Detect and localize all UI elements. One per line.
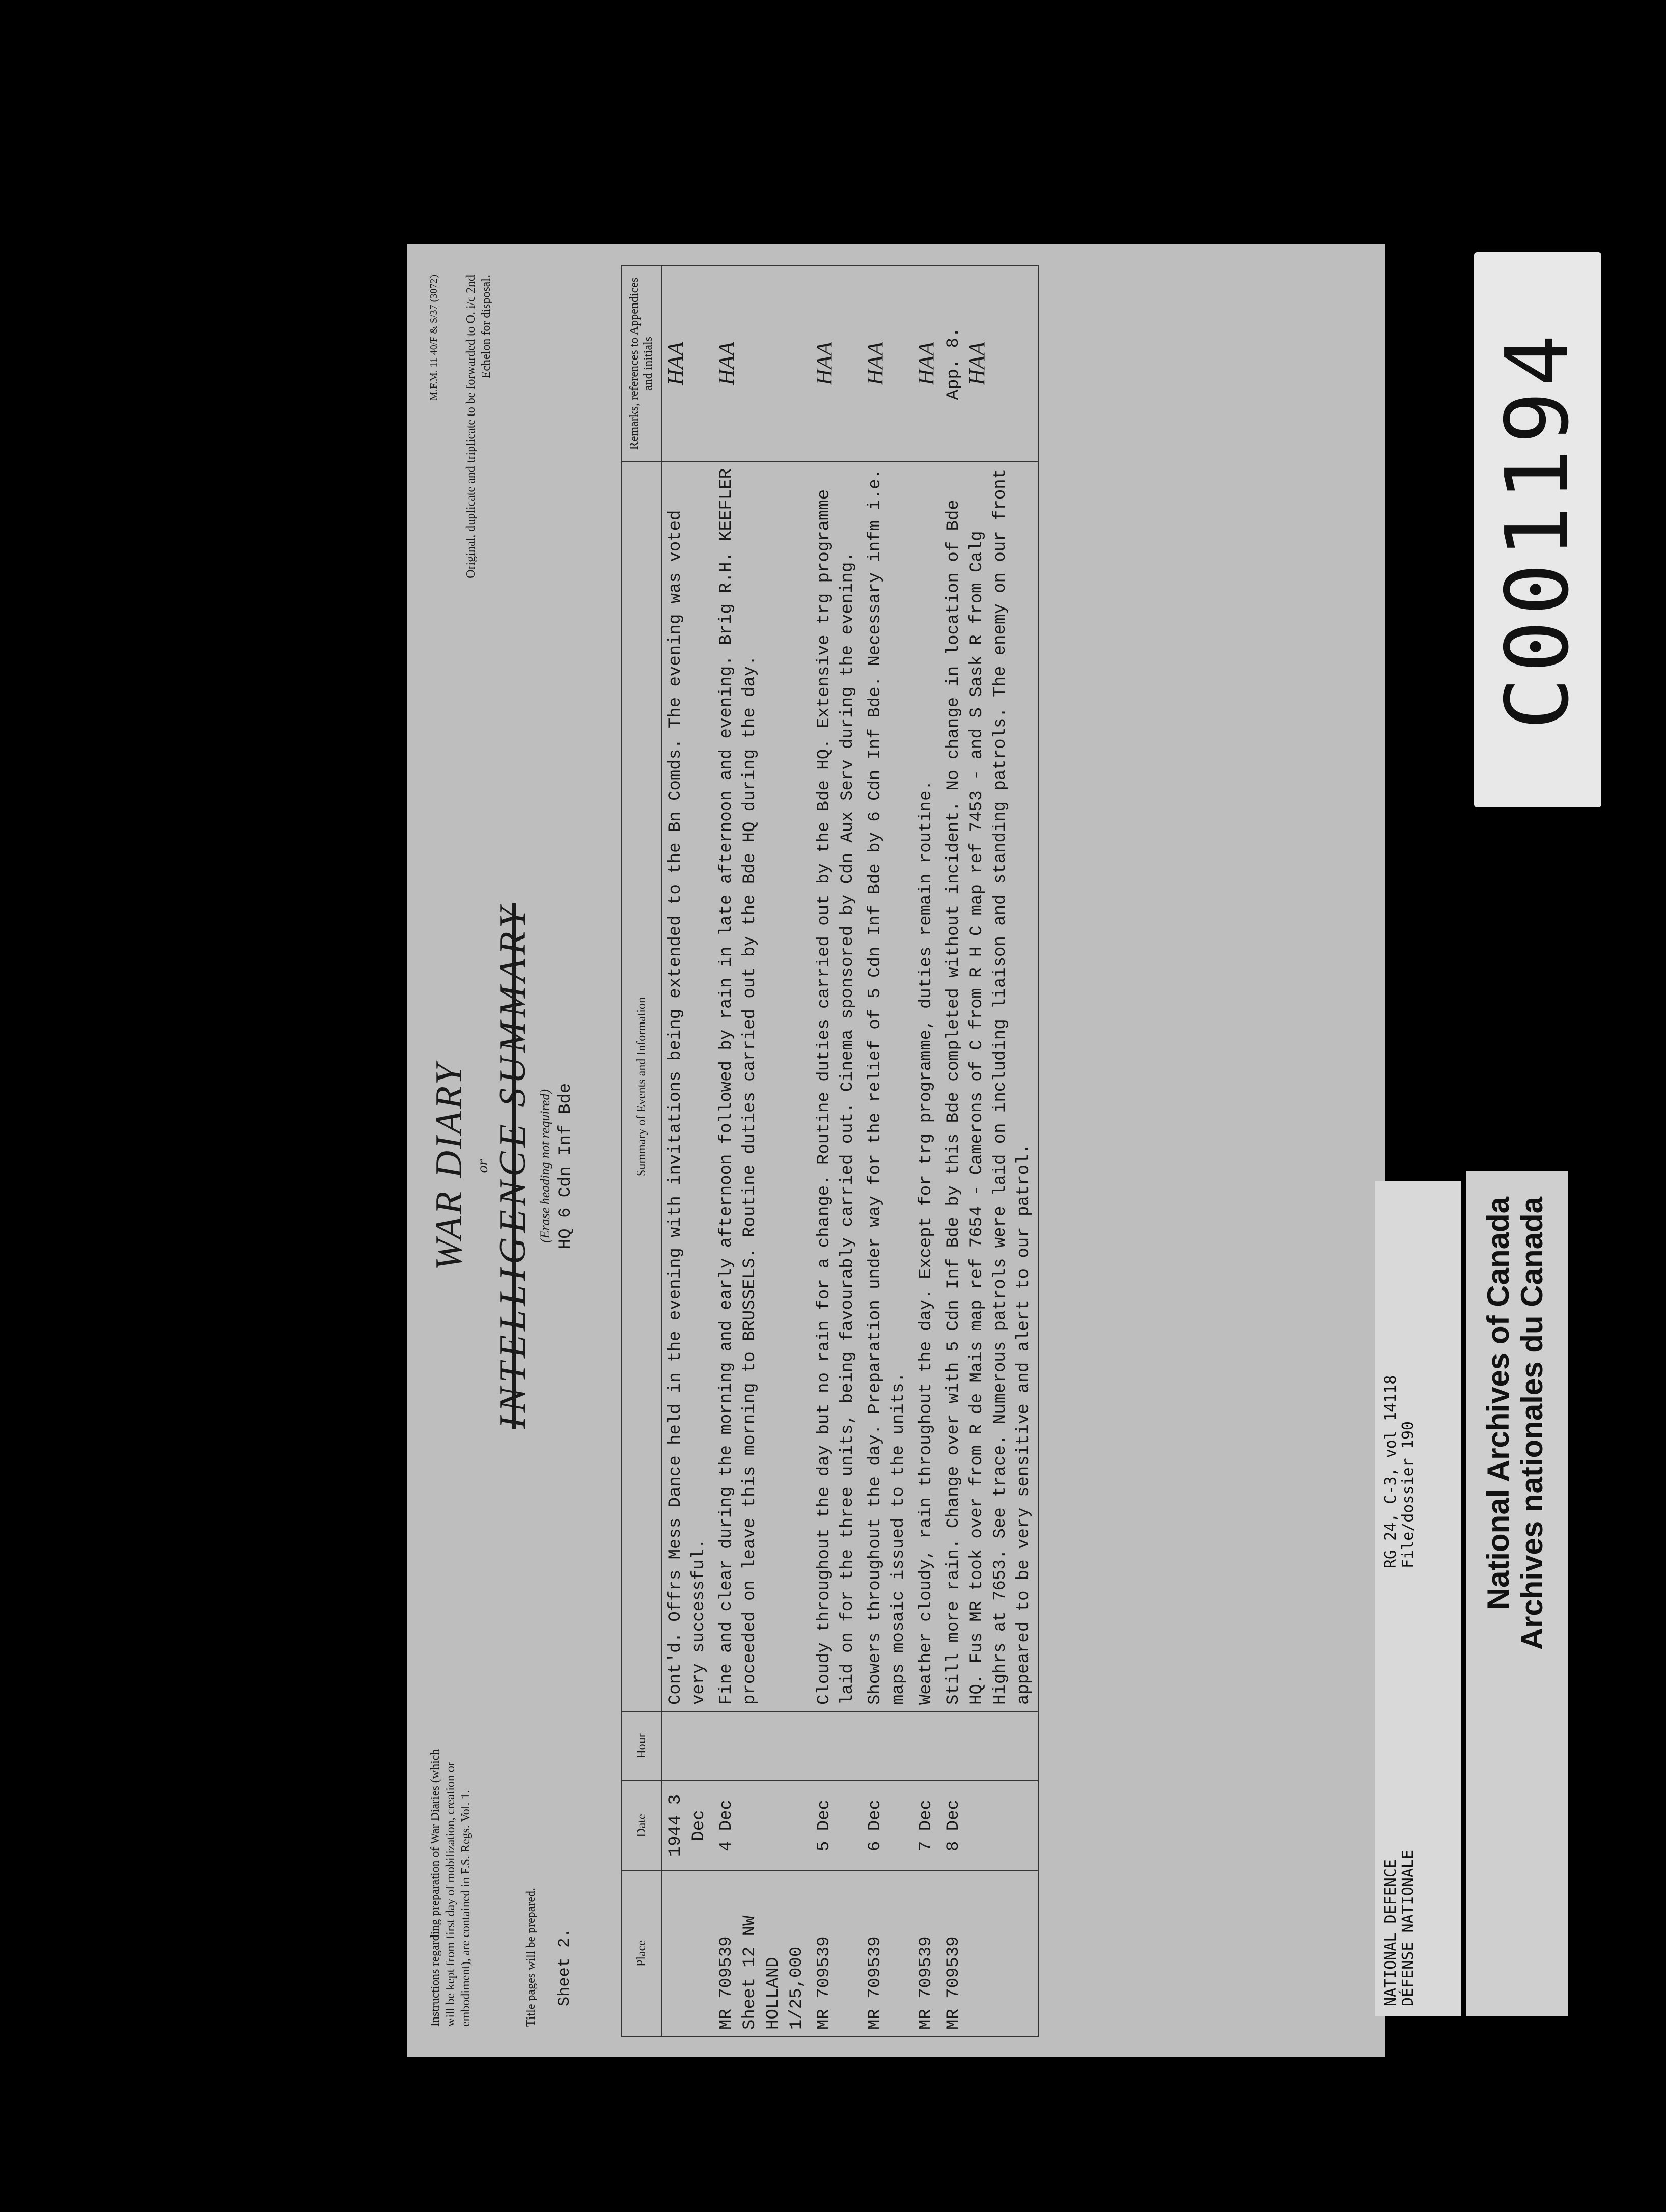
citation-row-2 (1400, 1192, 1417, 2006)
table-row (940, 265, 1038, 2036)
entry-hour (713, 1711, 811, 1781)
entry-summary: Cont'd. Offrs Mess Dance held in the evening with invitations being extended to the Bn Comds. The evening was voted very successful. (661, 462, 713, 1711)
table-row (912, 265, 940, 2036)
form-title-or: or (474, 1159, 491, 1173)
entry-summary: Fine and clear during the morning and early afternoon followed by rain in late afternoon and evening. Brig R.H. KEEFLER proceeded on leave this morning to BRUSSELS. Routine duties carried out by the Bde HQ during the day. (713, 462, 811, 1711)
table-row (661, 265, 713, 2036)
citation-dept-fr: DÉFENSE NATIONALE (1399, 1849, 1417, 2006)
diary-table (621, 265, 1039, 2037)
entry-date: 5 Dec (811, 1781, 862, 1870)
form-subtitle: INTELLIGENCE SUMMARY (492, 903, 534, 1429)
table-header-row (622, 265, 661, 2036)
entry-hour (811, 1711, 862, 1781)
entry-initials: HAA (812, 342, 837, 385)
entry-initials: HAA (964, 342, 989, 385)
entry-hour (912, 1711, 940, 1781)
citation-card (1375, 1181, 1461, 2016)
entry-initials: HAA (714, 342, 739, 385)
table-row (811, 265, 862, 2036)
col-date: Date (622, 1781, 661, 1870)
frame-number-card (1474, 252, 1601, 807)
war-diary-sheet (407, 244, 1385, 2057)
entry-date: 1944 3 Dec (661, 1781, 713, 1870)
col-summary: Summary of Events and Information (622, 462, 661, 1711)
entry-initials: HAA (913, 342, 938, 385)
col-hour: Hour (622, 1711, 661, 1781)
disposal-note: Original, duplicate and triplicate to be forwarded to O. i/c 2nd Echelon for disposal. (464, 275, 493, 578)
title-block (428, 835, 575, 1497)
frame-number: C001194 (1487, 329, 1588, 730)
unit-name: HQ 6 Cdn Inf Bde (556, 1083, 575, 1250)
col-place: Place (622, 1870, 661, 2036)
entry-remarks-text: App. 8. (944, 327, 963, 400)
entry-date: 6 Dec (862, 1781, 912, 1870)
title-pages-note: Title pages will be prepared. (524, 1887, 538, 2027)
entry-hour (862, 1711, 912, 1781)
archives-card (1466, 1171, 1568, 2016)
instructions-text: Instructions regarding preparation of War Diaries (which will be kept from first day of mobilization, creation or embodiment), are contained in F.S. Regs. Vol. 1. (429, 1749, 473, 2027)
entry-summary: Still more rain. Change over with 5 Cdn Inf Bde by this Bde completed without incident. No change in location of Bde HQ. Fus MR took over from R de Mais map ref 7654 - Camerons of C from R H C map ref 7453 - and S Sask R from Calg Highrs at 7653. See trace. Numerous patrols were laid on including liaison and standing patrols. The enemy on our front appeared to be very sensitive and alert to our patrol. (940, 462, 1038, 1711)
entry-place: MR 709539 (940, 1870, 1038, 2036)
entry-remarks (862, 265, 912, 462)
entry-place (661, 1870, 713, 2036)
citation-dept-en: NATIONAL DEFENCE (1382, 1859, 1400, 2006)
entry-remarks (912, 265, 940, 462)
entry-hour (661, 1711, 713, 1781)
entry-date: 7 Dec (912, 1781, 940, 1870)
citation-file: File/dossier 190 (1399, 1421, 1417, 1568)
entry-hour (940, 1711, 1038, 1781)
archives-name-en: National Archives of Canada (1481, 1197, 1515, 1610)
entry-place: MR 709539 Sheet 12 NW HOLLAND 1/25,000 (713, 1870, 811, 2036)
archives-name-fr: Archives nationales du Canada (1515, 1197, 1549, 1650)
form-title: WAR DIARY (428, 1062, 470, 1270)
sheet-number: Sheet 2. (555, 1928, 574, 2006)
citation-row-1 (1382, 1192, 1400, 2006)
entry-initials: HAA (663, 342, 688, 385)
entry-remarks (811, 265, 862, 462)
entry-summary: Weather cloudy, rain throughout the day. Except for trg programme, duties remain routine. (912, 462, 940, 1711)
entry-place: MR 709539 (811, 1870, 862, 2036)
entry-date: 4 Dec (713, 1781, 811, 1870)
table-row (713, 265, 811, 2036)
form-number: M.F.M. 11 40/F & S/37 (3072) (428, 275, 439, 401)
table-row (862, 265, 912, 2036)
entry-remarks (940, 265, 1038, 462)
entry-date: 8 Dec (940, 1781, 1038, 1870)
entry-summary: Cloudy throughout the day but no rain for a change. Routine duties carried out by the Bde HQ. Extensive trg programme laid on for the three units, being favourably carried out. Cinema sponsored by Cdn Aux Serv during the evening. (811, 462, 862, 1711)
citation-ref: RG 24, C-3, vol 14118 (1382, 1375, 1400, 1568)
entry-remarks (713, 265, 811, 462)
citation-text (1382, 1192, 1454, 2006)
erase-note: (Erase heading not required) (538, 1089, 552, 1243)
entry-place: MR 709539 (912, 1870, 940, 2036)
entry-place: MR 709539 (862, 1870, 912, 2036)
col-remarks: Remarks, references to Appendices and initials (622, 265, 661, 462)
entry-summary: Showers throughout the day. Preparation under way for the relief of 5 Cdn Inf Bde by 6 Cdn Inf Bde. Necessary infm i.e. maps mosaic issued to the units. (862, 462, 912, 1711)
archives-logo-text (1482, 1176, 1553, 2011)
entry-initials: HAA (863, 342, 887, 385)
entry-remarks (661, 265, 713, 462)
